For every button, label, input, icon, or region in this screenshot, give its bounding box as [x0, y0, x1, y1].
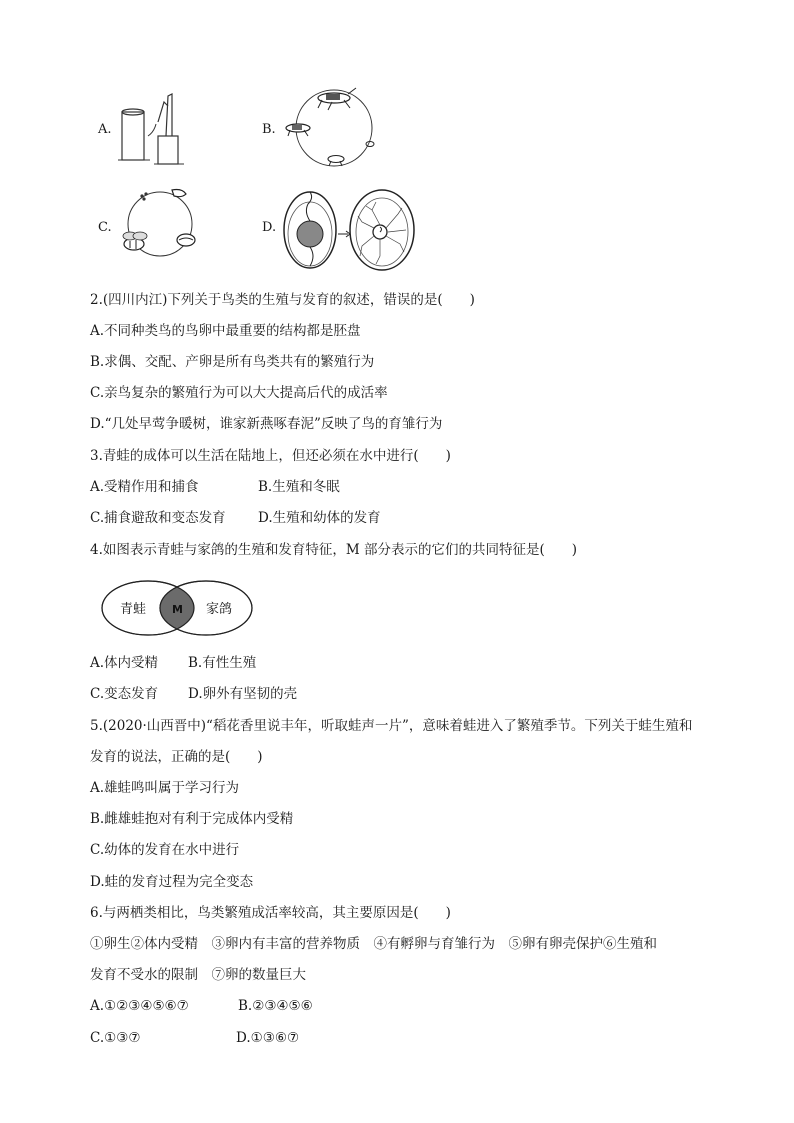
q3-option-b: B.生殖和冬眠	[258, 479, 340, 495]
q5-option-c: C.幼体的发育在水中进行	[90, 842, 240, 858]
q2-option-a: A.不同种类鸟的鸟卵中最重要的结构都是胚盘	[90, 323, 361, 339]
q2-option-b: B.求偶、交配、产卵是所有鸟类共有的繁殖行为	[90, 354, 375, 370]
q1-option-a-label: A.	[98, 122, 112, 137]
q4-option-d: D.卵外有坚韧的壳	[188, 686, 298, 702]
q6-items-line2: 发育不受水的限制 ⑦卵的数量巨大	[90, 967, 306, 983]
venn-middle-label: M	[172, 603, 183, 616]
q4-venn-diagram	[100, 578, 256, 638]
q1-option-a-figure	[118, 92, 198, 172]
q4-option-c: C.变态发育	[90, 686, 159, 702]
q1-option-c-figure	[116, 186, 206, 262]
q6-option-a: A.①②③④⑤⑥⑦	[90, 998, 189, 1014]
q2-stem: 2.(四川内江)下列关于鸟类的生殖与发育的叙述，错误的是( )	[90, 292, 475, 308]
q6-items-line1: ①卵生②体内受精 ③卵内有丰富的营养物质 ④有孵卵与育雏行为 ⑤卵有卵壳保护⑥生殖和	[90, 936, 657, 952]
q5-option-a: A.雄蛙鸣叫属于学习行为	[90, 780, 240, 796]
q5-stem-line2: 发育的说法，正确的是( )	[90, 749, 263, 765]
q1-option-b-label: B.	[262, 122, 276, 137]
q4-option-a: A.体内受精	[90, 655, 159, 671]
q6-stem: 6.与两栖类相比，鸟类繁殖成活率较高，其主要原因是( )	[90, 905, 451, 921]
q6-option-b: B.②③④⑤⑥	[238, 998, 313, 1014]
q6-option-c: C.①③⑦	[90, 1030, 141, 1046]
venn-left-label: 青蛙	[120, 602, 147, 617]
q5-option-d: D.蛙的发育过程为完全变态	[90, 874, 254, 890]
q1-option-d-label: D.	[262, 220, 277, 235]
q3-option-a: A.受精作用和捕食	[90, 479, 199, 495]
q2-option-d: D.“几处早莺争暖树，谁家新燕啄春泥”反映了鸟的育雏行为	[90, 416, 443, 432]
q4-option-b: B.有性生殖	[188, 655, 257, 671]
q3-option-d: D.生殖和幼体的发育	[258, 510, 381, 526]
q5-stem-line1: 5.(2020·山西晋中)“稻花香里说丰年，听取蛙声一片”，意味着蛙进入了繁殖季节。下列关于蛙生殖和	[90, 718, 693, 734]
q2-option-c: C.亲鸟复杂的繁殖行为可以大大提高后代的成活率	[90, 385, 388, 401]
q1-option-c-label: C.	[98, 220, 112, 235]
venn-right-label: 家鸽	[206, 602, 233, 617]
q5-option-b: B.雌雄蛙抱对有利于完成体内受精	[90, 811, 294, 827]
q4-stem: 4.如图表示青蛙与家鸽的生殖和发育特征，M 部分表示的它们的共同特征是( )	[90, 542, 578, 558]
q1-option-d-figure	[282, 186, 422, 276]
q3-option-c: C.捕食避敌和变态发育	[90, 510, 226, 526]
q3-stem: 3.青蛙的成体可以生活在陆地上，但还必须在水中进行( )	[90, 448, 451, 464]
q6-option-d: D.①③⑥⑦	[236, 1030, 300, 1046]
q1-option-b-figure	[284, 84, 384, 172]
